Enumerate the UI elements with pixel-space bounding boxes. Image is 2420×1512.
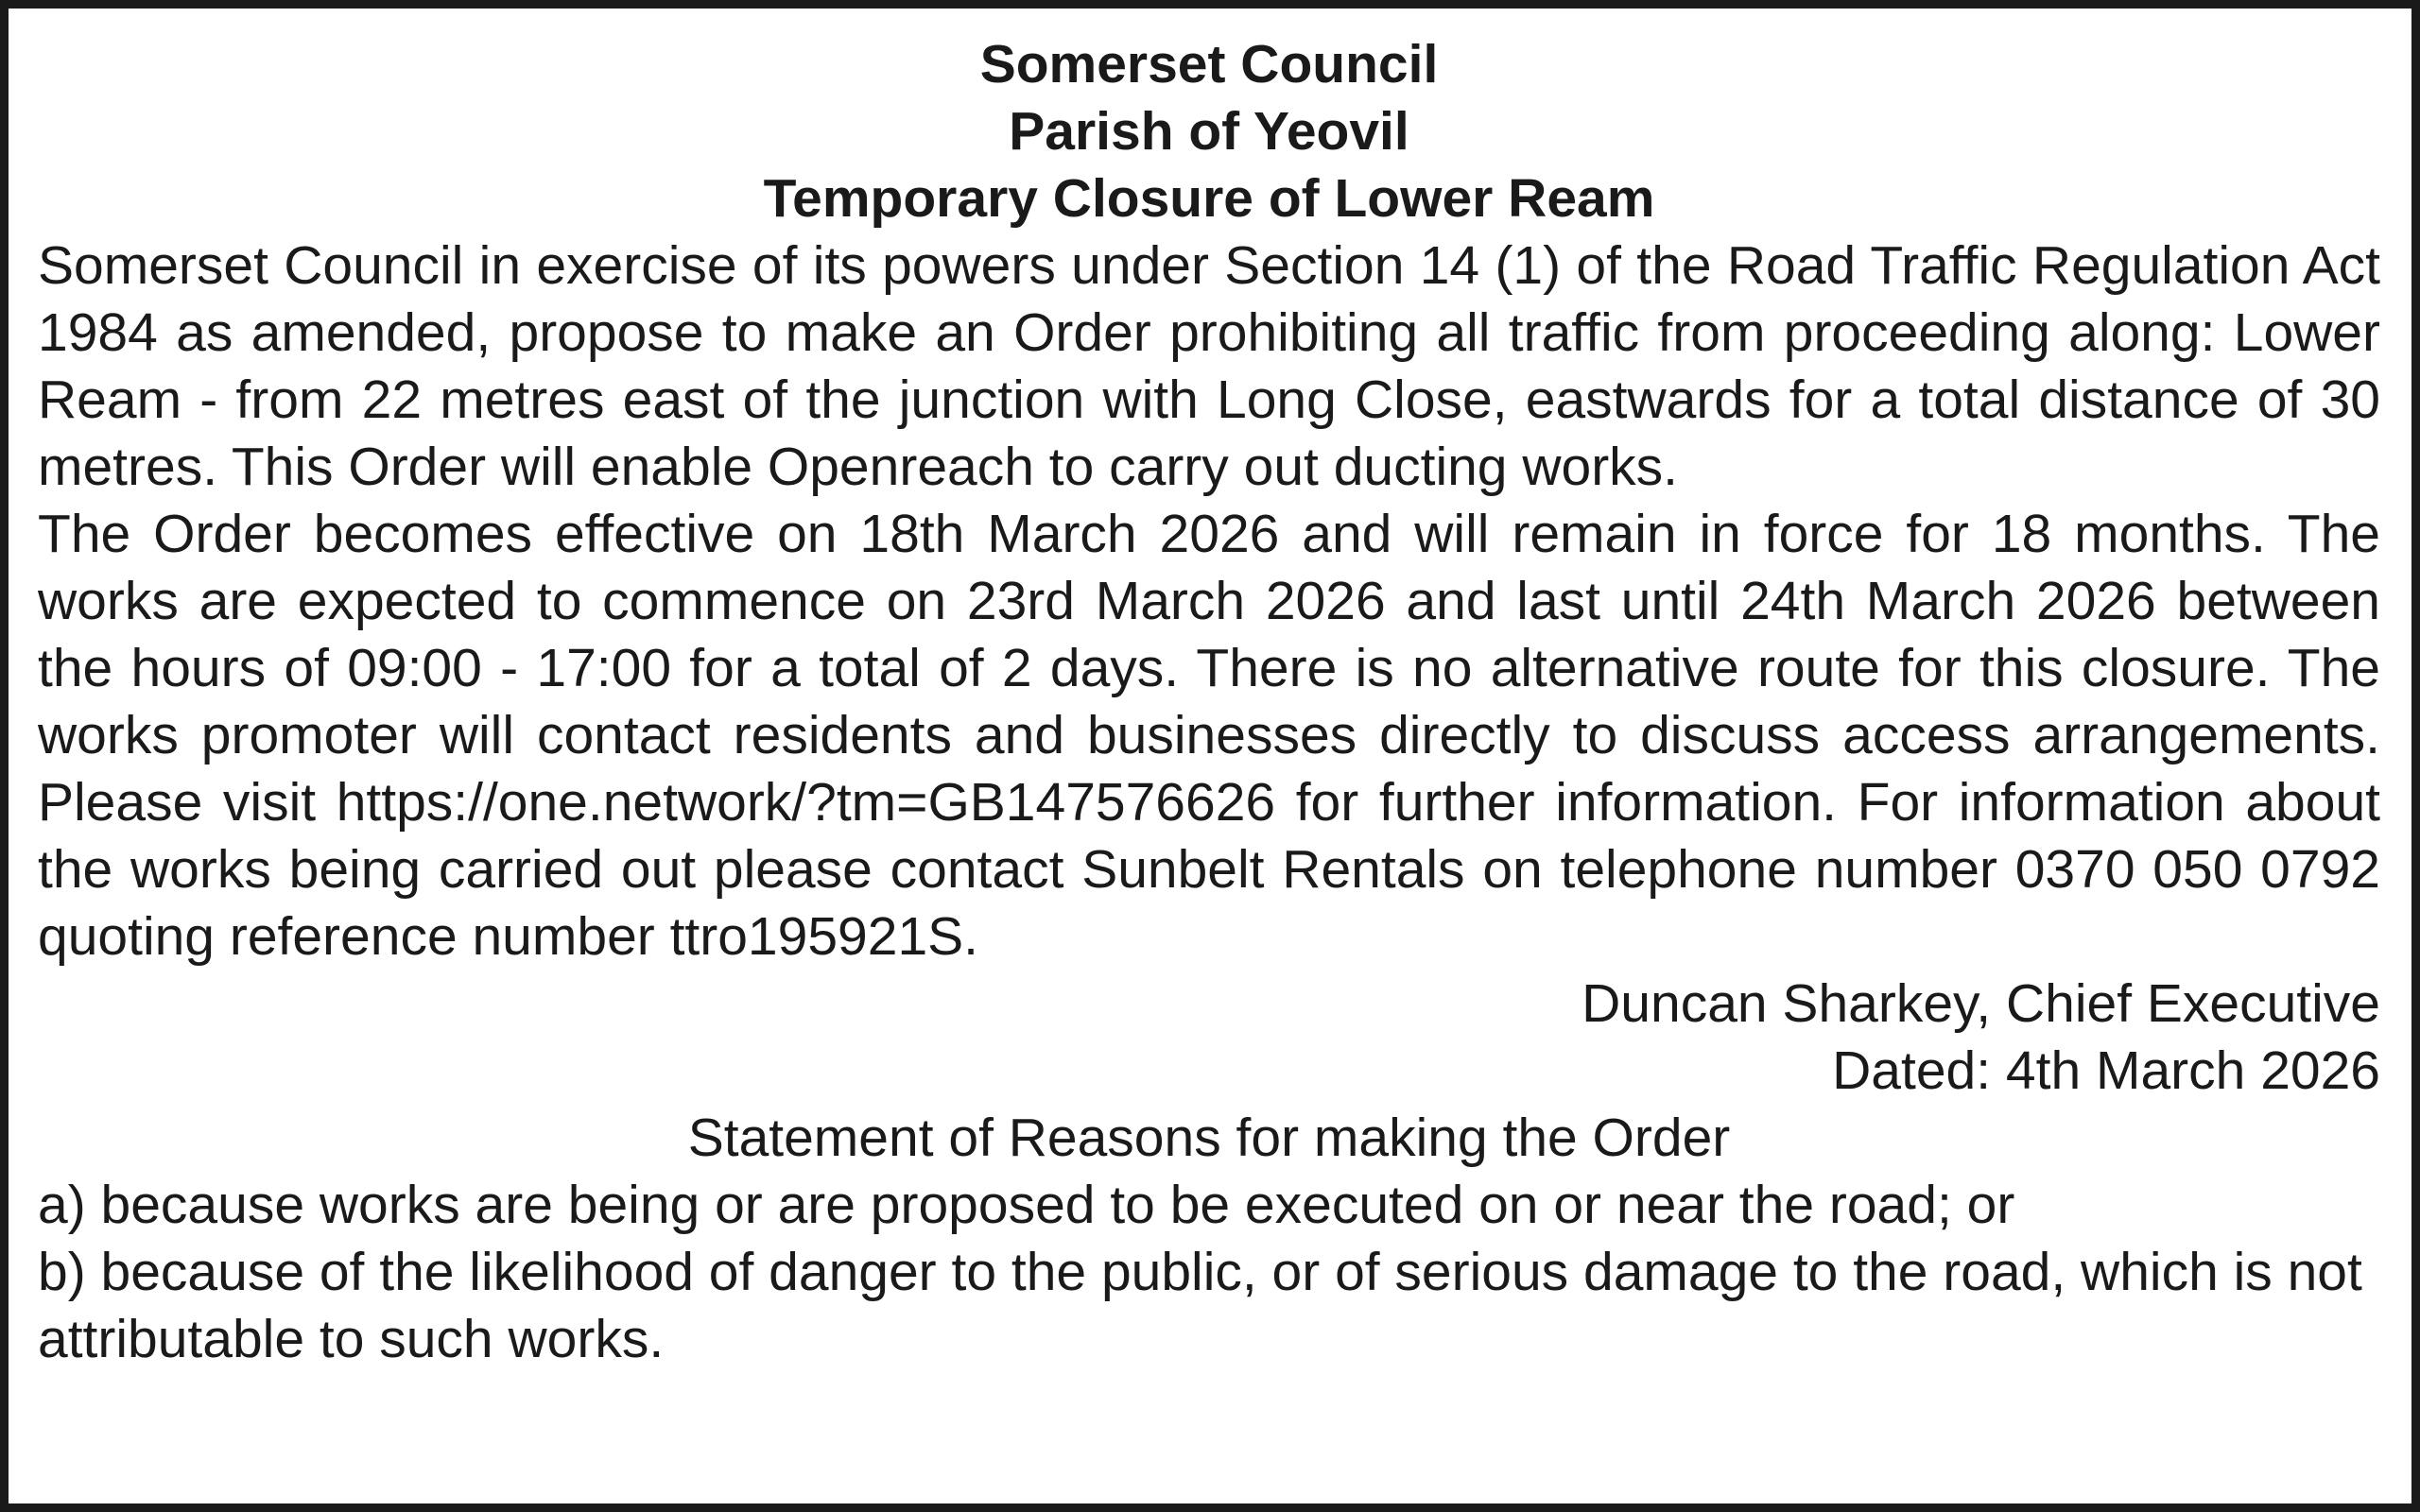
date-line: Dated: 4th March 2026: [1832, 1040, 2380, 1101]
reason-b: b) because of the likelihood of danger to the public, or of serious damage to the road, which is not attributable to such works.: [38, 1242, 2362, 1369]
reason-a: a) because works are being or are proposed to be executed on or near the road; or: [38, 1175, 2015, 1235]
details-paragraph: The Order becomes effective on 18th March 2026 and will remain in force for 18 months. The works are expected to commence on 23rd March 2026 and last until 24th March 2026 between the hours of 09:00 - 17:00 for a total of 2 days. There is no alternative route for this closure. The works promoter will contact residents and businesses directly to discuss access arrangements. Please visit https://one.network/?tm=GB147576626 for further information. For information about the works being carried out please contact Sunbelt Rentals on telephone number 0370 050 0792 quoting reference number ttro195921S.: [38, 504, 2380, 967]
reasons-title: Statement of Reasons for making the Order: [687, 1108, 1731, 1168]
notice-title: Temporary Closure of Lower Ream: [763, 168, 1655, 229]
signatory: Duncan Sharkey, Chief Executive: [1582, 973, 2380, 1034]
parish-name: Parish of Yeovil: [1009, 101, 1409, 162]
council-name: Somerset Council: [979, 34, 1439, 94]
order-paragraph: Somerset Council in exercise of its powers under Section 14 (1) of the Road Traffic Regulation Act 1984 as amended, propose to make an Order prohibiting all traffic from proceeding along: Lower Ream - from 22 metres east of the junction with Long Close, eastwards for a total distance of 30 metres. This Order will enable Openreach to carry out ducting works.: [38, 235, 2380, 497]
